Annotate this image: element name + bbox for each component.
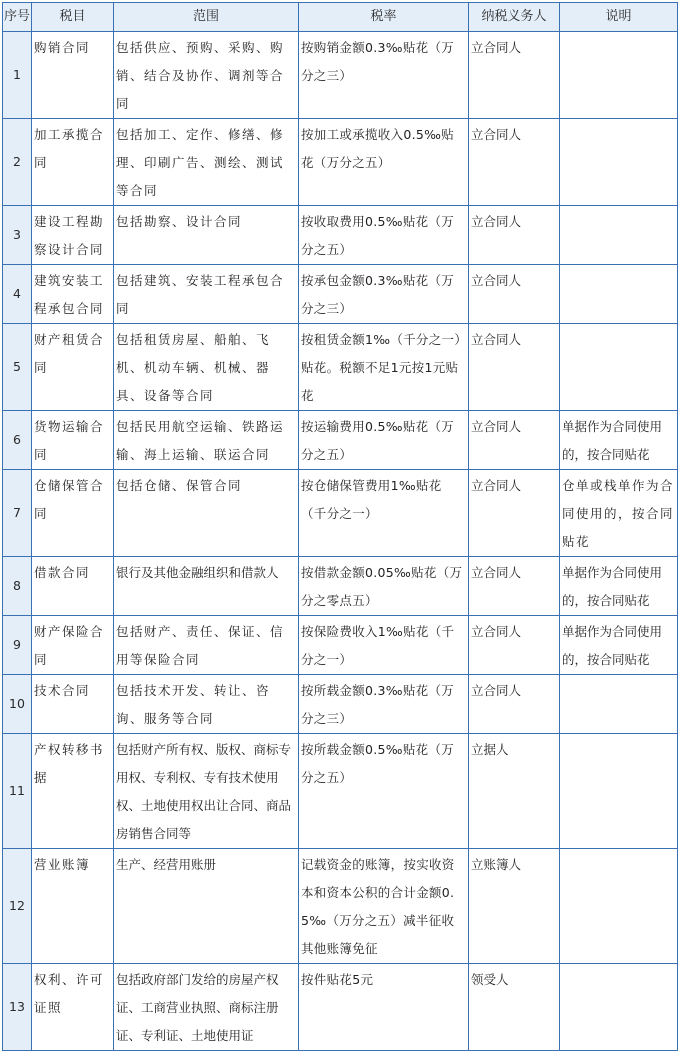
- tax-rate: 按加工或承揽收入0.5‰贴花（万分之五）: [299, 119, 469, 206]
- tax-rate: 按承包金额0.3‰贴花（万分之三）: [299, 265, 469, 324]
- row-number: 12: [3, 849, 32, 964]
- table-row: [3, 675, 678, 734]
- header-no: 序号: [3, 3, 32, 32]
- tax-rate: 按收取费用0.5‰贴花（万分之五）: [299, 206, 469, 265]
- tax-scope: 包括技术开发、转让、咨询、服务等合同: [114, 675, 299, 734]
- tax-note: [560, 32, 678, 119]
- taxpayer: 立合同人: [469, 616, 560, 675]
- row-number: 3: [3, 206, 32, 265]
- tax-note: [560, 119, 678, 206]
- row-number: 4: [3, 265, 32, 324]
- tax-rate: 按租赁金额1‰（千分之一）贴花。税额不足1元按1元贴花: [299, 324, 469, 411]
- tax-item: 仓储保管合同: [32, 470, 114, 557]
- table-row: [3, 470, 678, 557]
- tax-item: 产权转移书据: [32, 734, 114, 849]
- row-number: 9: [3, 616, 32, 675]
- tax-scope: 生产、经营用账册: [114, 849, 299, 964]
- row-number: 11: [3, 734, 32, 849]
- taxpayer: 立合同人: [469, 119, 560, 206]
- tax-note: [560, 849, 678, 964]
- row-number: 10: [3, 675, 32, 734]
- table-header-row: [3, 3, 678, 32]
- tax-item: 货物运输合同: [32, 411, 114, 470]
- table-row: [3, 849, 678, 964]
- tax-note: 单据作为合同使用的，按合同贴花: [560, 411, 678, 470]
- tax-item: 财产保险合同: [32, 616, 114, 675]
- tax-item: 建设工程勘察设计合同: [32, 206, 114, 265]
- tax-scope: 包括政府部门发给的房屋产权证、工商营业执照、商标注册证、专利证、土地使用证: [114, 964, 299, 1051]
- header-payer: 纳税义务人: [469, 3, 560, 32]
- row-number: 7: [3, 470, 32, 557]
- table-row: [3, 557, 678, 616]
- tax-item: 加工承揽合同: [32, 119, 114, 206]
- taxpayer: 立据人: [469, 734, 560, 849]
- table-row: [3, 734, 678, 849]
- tax-note: 单据作为合同使用的，按合同贴花: [560, 557, 678, 616]
- row-number: 8: [3, 557, 32, 616]
- tax-scope: 包括供应、预购、采购、购销、结合及协作、调剂等合同: [114, 32, 299, 119]
- tax-scope: 包括勘察、设计合同: [114, 206, 299, 265]
- table-row: [3, 206, 678, 265]
- table-row: [3, 324, 678, 411]
- row-number: 1: [3, 32, 32, 119]
- tax-rate: 按所载金额0.3‰贴花（万分之三）: [299, 675, 469, 734]
- tax-scope: 包括财产、责任、保证、信用等保险合同: [114, 616, 299, 675]
- tax-item: 借款合同: [32, 557, 114, 616]
- row-number: 5: [3, 324, 32, 411]
- tax-item: 营业账簿: [32, 849, 114, 964]
- tax-rate: 按仓储保管费用1‰贴花（千分之一）: [299, 470, 469, 557]
- tax-scope: 包括财产所有权、版权、商标专用权、专利权、专有技术使用权、土地使用权出让合同、商品房销售合同等: [114, 734, 299, 849]
- tax-scope: 包括建筑、安装工程承包合同: [114, 265, 299, 324]
- tax-note: [560, 734, 678, 849]
- tax-note: 仓单或栈单作为合同使用的，按合同贴花: [560, 470, 678, 557]
- tax-item: 购销合同: [32, 32, 114, 119]
- taxpayer: 立合同人: [469, 411, 560, 470]
- table-row: [3, 411, 678, 470]
- taxpayer: 立合同人: [469, 470, 560, 557]
- table-row: [3, 616, 678, 675]
- table-row: [3, 119, 678, 206]
- tax-rate: 按运输费用0.5‰贴花（万分之五）: [299, 411, 469, 470]
- tax-scope: 包括加工、定作、修缮、修理、印刷广告、测绘、测试等合同: [114, 119, 299, 206]
- taxpayer: 立合同人: [469, 206, 560, 265]
- taxpayer: 领受人: [469, 964, 560, 1051]
- tax-note: [560, 964, 678, 1051]
- tax-rate: 按件贴花5元: [299, 964, 469, 1051]
- tax-note: [560, 324, 678, 411]
- header-item: 税目: [32, 3, 114, 32]
- tax-rate: 按保险费收入1‰贴花（千分之一）: [299, 616, 469, 675]
- table-row: [3, 964, 678, 1051]
- tax-note: [560, 675, 678, 734]
- tax-rate: 记载资金的账簿，按实收资本和资本公积的合计金额0.5‰（万分之五）减半征收其他账簿免征: [299, 849, 469, 964]
- tax-rate: 按借款金额0.05‰贴花（万分之零点五）: [299, 557, 469, 616]
- row-number: 13: [3, 964, 32, 1051]
- taxpayer: 立账簿人: [469, 849, 560, 964]
- tax-item: 权利、许可证照: [32, 964, 114, 1051]
- header-note: 说明: [560, 3, 678, 32]
- taxpayer: 立合同人: [469, 557, 560, 616]
- header-rate: 税率: [299, 3, 469, 32]
- tax-item: 财产租赁合同: [32, 324, 114, 411]
- tax-note: 单据作为合同使用的，按合同贴花: [560, 616, 678, 675]
- tax-scope: 包括仓储、保管合同: [114, 470, 299, 557]
- taxpayer: 立合同人: [469, 265, 560, 324]
- table-row: [3, 32, 678, 119]
- tax-scope: 银行及其他金融组织和借款人: [114, 557, 299, 616]
- row-number: 6: [3, 411, 32, 470]
- tax-item: 建筑安装工程承包合同: [32, 265, 114, 324]
- tax-rate: 按购销金额0.3‰贴花（万分之三）: [299, 32, 469, 119]
- tax-note: [560, 206, 678, 265]
- tax-note: [560, 265, 678, 324]
- stamp-duty-table: [2, 2, 678, 1051]
- tax-item: 技术合同: [32, 675, 114, 734]
- tax-scope: 包括租赁房屋、船舶、飞机、机动车辆、机械、器具、设备等合同: [114, 324, 299, 411]
- tax-rate: 按所载金额0.5‰贴花（万分之五）: [299, 734, 469, 849]
- header-scope: 范围: [114, 3, 299, 32]
- tax-scope: 包括民用航空运输、铁路运输、海上运输、联运合同: [114, 411, 299, 470]
- taxpayer: 立合同人: [469, 32, 560, 119]
- taxpayer: 立合同人: [469, 324, 560, 411]
- taxpayer: 立合同人: [469, 675, 560, 734]
- table-row: [3, 265, 678, 324]
- row-number: 2: [3, 119, 32, 206]
